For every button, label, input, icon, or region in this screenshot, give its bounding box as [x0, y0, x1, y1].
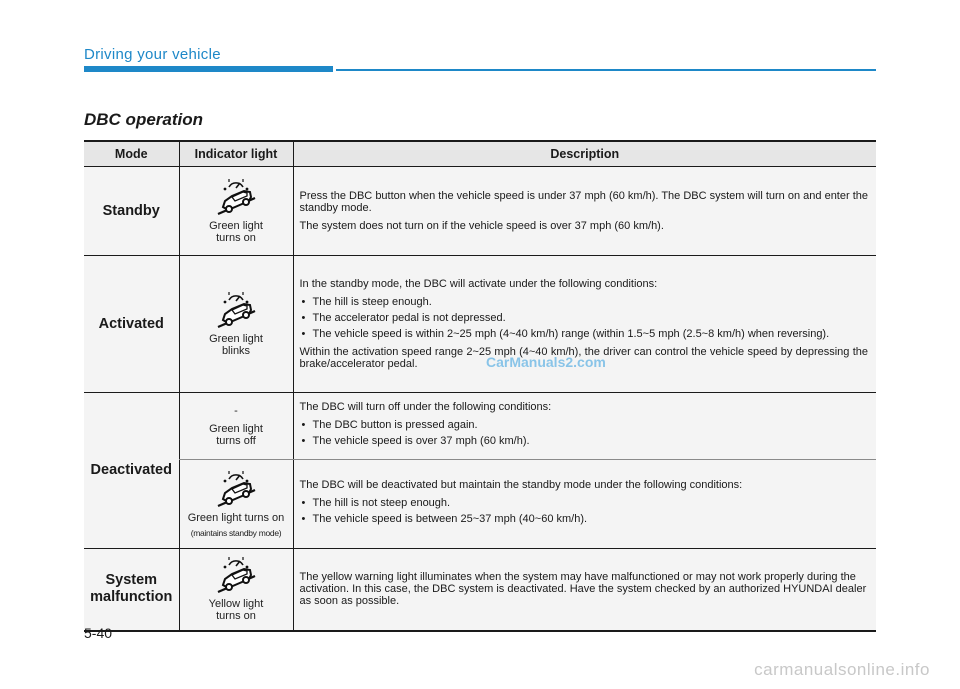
description-text: The DBC will be deactivated but maintain the standby mode under the following conditions: — [299, 479, 743, 491]
watermark-text: CarManuals2.com — [486, 354, 606, 370]
page-heading: DBC operation — [84, 110, 203, 129]
indicator-caption: Yellow light — [208, 598, 264, 611]
section-rule-thick — [84, 66, 333, 72]
footer-watermark: carmanualsonline.info — [754, 660, 930, 679]
mode-label-line: malfunction — [90, 589, 173, 606]
indicator-caption: Green light — [209, 333, 263, 345]
table-header-row — [84, 141, 876, 167]
description-text: The yellow warning light illuminates when the system may have malfunctioned or may not work properly during the activation. In this case, the DBC system is deactivated. Have the system checked by an authorized HYUNDAI dealer as soon as possible. — [299, 571, 867, 608]
description-text: The system does not turn on if the vehicle speed is over 37 mph (60 km/h). — [299, 220, 664, 232]
indicator-caption: blinks — [221, 345, 251, 357]
description-text: The DBC will turn off under the following conditions: — [299, 401, 552, 413]
list-item: • The vehicle speed is over 37 mph (60 km/h). — [300, 435, 869, 447]
description-deactivated-off — [293, 393, 876, 460]
indicator-standby — [179, 167, 293, 256]
indicator-dash: - — [234, 405, 238, 417]
page-number: 5-40 — [84, 625, 113, 641]
column-header-mode: Mode — [84, 141, 179, 167]
table-row — [84, 256, 876, 393]
column-header-description: Description — [293, 141, 876, 167]
table-row — [84, 393, 876, 460]
hill-descent-car-icon — [215, 178, 257, 218]
list-item: • The DBC button is pressed again. — [300, 419, 869, 431]
description-standby — [293, 167, 876, 256]
hill-descent-car-icon — [215, 470, 257, 510]
section-rule-thin — [336, 69, 876, 71]
description-text: Press the DBC button when the vehicle speed is under 37 mph (60 km/h). The DBC system will turn on and enter the standby mode. — [299, 190, 868, 214]
list-item: • The hill is steep enough. — [300, 296, 869, 308]
indicator-caption: Green light — [209, 423, 263, 435]
condition-list — [300, 296, 869, 340]
mode-system-malfunction — [84, 549, 179, 631]
table-row — [84, 167, 876, 256]
indicator-caption: turns on — [216, 232, 256, 244]
indicator-caption: turns on — [216, 610, 256, 623]
dbc-operation-table — [84, 140, 876, 632]
list-item: • The vehicle speed is between 25~37 mph (40~60 km/h). — [300, 513, 869, 525]
indicator-deactivated-standby — [179, 460, 293, 549]
mode-label-line: System — [105, 572, 158, 589]
section-title: Driving your vehicle — [84, 46, 221, 63]
indicator-activated — [179, 256, 293, 393]
mode-deactivated: Deactivated — [84, 393, 179, 549]
hill-descent-car-icon — [215, 291, 257, 331]
description-text: In the standby mode, the DBC will activate under the following conditions: — [299, 278, 658, 290]
description-text: Within the activation speed range 2~25 mph (4~40 km/h), the driver can control the vehicle speed by depressing the brake/accelerator pedal. — [299, 346, 868, 370]
indicator-caption: Green light turns on — [187, 511, 285, 524]
mode-activated: Activated — [84, 256, 179, 393]
list-item: • The hill is not steep enough. — [300, 497, 869, 509]
indicator-deactivated-off — [179, 393, 293, 460]
condition-list — [300, 497, 869, 525]
description-system-malfunction — [293, 549, 876, 631]
description-deactivated-standby — [293, 460, 876, 549]
indicator-caption: turns off — [216, 435, 256, 447]
indicator-system-malfunction — [179, 549, 293, 631]
condition-list — [300, 419, 869, 447]
mode-standby: Standby — [84, 167, 179, 256]
table-row — [84, 549, 876, 631]
indicator-caption-small: (maintains standby mode) — [190, 527, 282, 538]
description-activated — [293, 256, 876, 393]
indicator-caption: Green light — [209, 220, 263, 232]
table-row — [84, 460, 876, 549]
list-item: • The accelerator pedal is not depressed. — [300, 312, 869, 324]
list-item: • The vehicle speed is within 2~25 mph (4~40 km/h) range (within 1.5~5 mph (2.5~8 km/h) when reversing). — [300, 328, 869, 340]
column-header-indicator: Indicator light — [179, 141, 293, 167]
hill-descent-car-icon — [215, 556, 257, 596]
